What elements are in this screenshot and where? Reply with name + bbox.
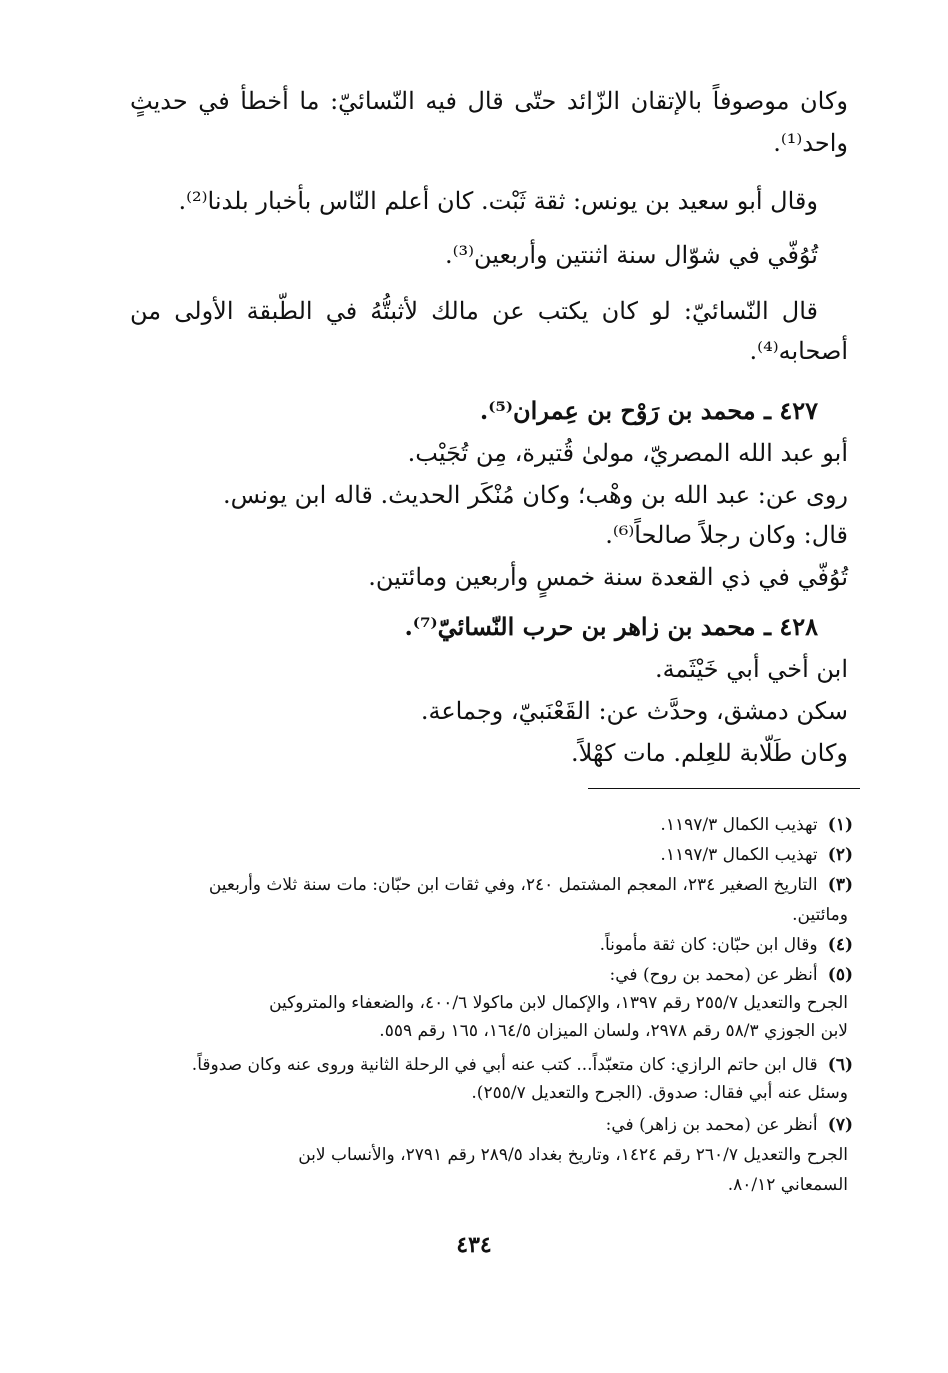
- footnote-number: (٦): [827, 1055, 853, 1075]
- footnote-continuation: وسئل عنه أبي فقال: صدوق. (الجرح والتعديل ٢٥٥/٧).: [471, 1083, 848, 1103]
- footnote: [130, 1052, 853, 1078]
- footnote-number: (٧): [827, 1115, 853, 1135]
- footnote: [130, 1112, 853, 1138]
- footnote-separator: [588, 788, 860, 789]
- body-line: تُوُفّي في ذي القعدة سنة خمسٍ وأربعين ومائتين.: [368, 563, 848, 591]
- footnote-continuation: الجرح والتعديل ٢٥٥/٧ رقم ١٣٩٧، والإكمال لابن ماكولا ٤٠٠/٦، والضعفاء والمتروكين: [269, 993, 848, 1013]
- body-line: تُوُفّي في شوّال سنة اثنتين وأربعين⁽³⁾.: [444, 241, 818, 269]
- entry-title: ٤٢٧ ـ محمد بن رَوْح بن عِمران⁽⁵⁾.: [479, 396, 818, 425]
- footnote: [130, 932, 853, 958]
- footnote-continuation: لابن الجوزي ٥٨/٣ رقم ٢٩٧٨، ولسان الميزان ١٦٤/٥، ١٦٥ رقم ٥٥٩.: [379, 1021, 848, 1041]
- footnote-continuation: الجرح والتعديل ٢٦٠/٧ رقم ١٤٢٤، وتاريخ بغداد ٢٨٩/٥ رقم ٢٧٩١، والأنساب لابن: [298, 1145, 848, 1165]
- footnote-text: وقال ابن حبّان: كان ثقة مأموناً.: [599, 935, 818, 955]
- page-number: ٤٣٤: [456, 1232, 492, 1258]
- body-line: وكان طَلّابة للعِلم. مات كهْلاً.: [570, 739, 848, 767]
- body-line: سكن دمشق، وحدَّث عن: القَعْنَبيّ، وجماعة.: [420, 697, 848, 725]
- footnote-number: (٥): [827, 965, 853, 985]
- footnote-number: (١): [827, 815, 853, 835]
- footnote: [130, 962, 853, 988]
- body-line: وقال أبو سعيد بن يونس: ثقة ثَبْت. كان أعلم النّاس بأخبار بلدنا⁽²⁾.: [178, 187, 818, 215]
- body-line: قال النّسائيّ: لو كان يكتب عن مالك لأثبتُّهُ في الطّبقة الأولى من: [130, 297, 818, 325]
- footnote-text: تهذيب الكمال ١١٩٧/٣.: [660, 815, 818, 835]
- footnote-number: (٢): [827, 845, 853, 865]
- footnote-continuation: ومائتين.: [792, 905, 848, 925]
- body-line: أبو عبد الله المصريّ، مولىٰ قُتيرة، مِن تُجَيْب.: [407, 439, 848, 467]
- body-line: وكان موصوفاً بالإتقان الزّائد حتّى قال فيه النّسائيّ: ما أخطأ في حديثٍ: [130, 87, 848, 115]
- footnote-text: أنظر عن (محمد بن زاهر) في:: [605, 1115, 818, 1135]
- footnote: [130, 812, 853, 838]
- entry-title: ٤٢٨ ـ محمد بن زاهر بن حرب النّسائيّ⁽⁷⁾.: [404, 612, 818, 641]
- body-line: قال: وكان رجلاً صالحاً⁽⁶⁾.: [605, 521, 848, 549]
- footnote-continuation: السمعاني ٨٠/١٢.: [727, 1175, 848, 1195]
- body-line: ابن أخي أبي خَيْثَمة.: [654, 655, 848, 683]
- body-line: واحد⁽¹⁾.: [773, 129, 848, 157]
- body-line: أصحابه⁽⁴⁾.: [749, 337, 848, 365]
- body-line: روى عن: عبد الله بن وهْب؛ وكان مُنْكَر الحديث. قاله ابن يونس.: [223, 481, 848, 509]
- footnote-text: التاريخ الصغير ٢٣٤، المعجم المشتمل ٢٤٠، وفي ثقات ابن حبّان: مات سنة ثلاث وأربعين: [208, 875, 818, 895]
- footnote-text: تهذيب الكمال ١١٩٧/٣.: [660, 845, 818, 865]
- footnote-text: قال ابن حاتم الرازي: كان متعبّداً... كتب عنه أبي في الرحلة الثانية وروى عنه وكان صدوقاً.: [191, 1055, 818, 1075]
- footnote: [130, 872, 853, 898]
- footnote: [130, 842, 853, 868]
- footnote-number: (٤): [827, 935, 853, 955]
- footnote-number: (٣): [827, 875, 853, 895]
- footnote-text: أنظر عن (محمد بن روح) في:: [609, 965, 818, 985]
